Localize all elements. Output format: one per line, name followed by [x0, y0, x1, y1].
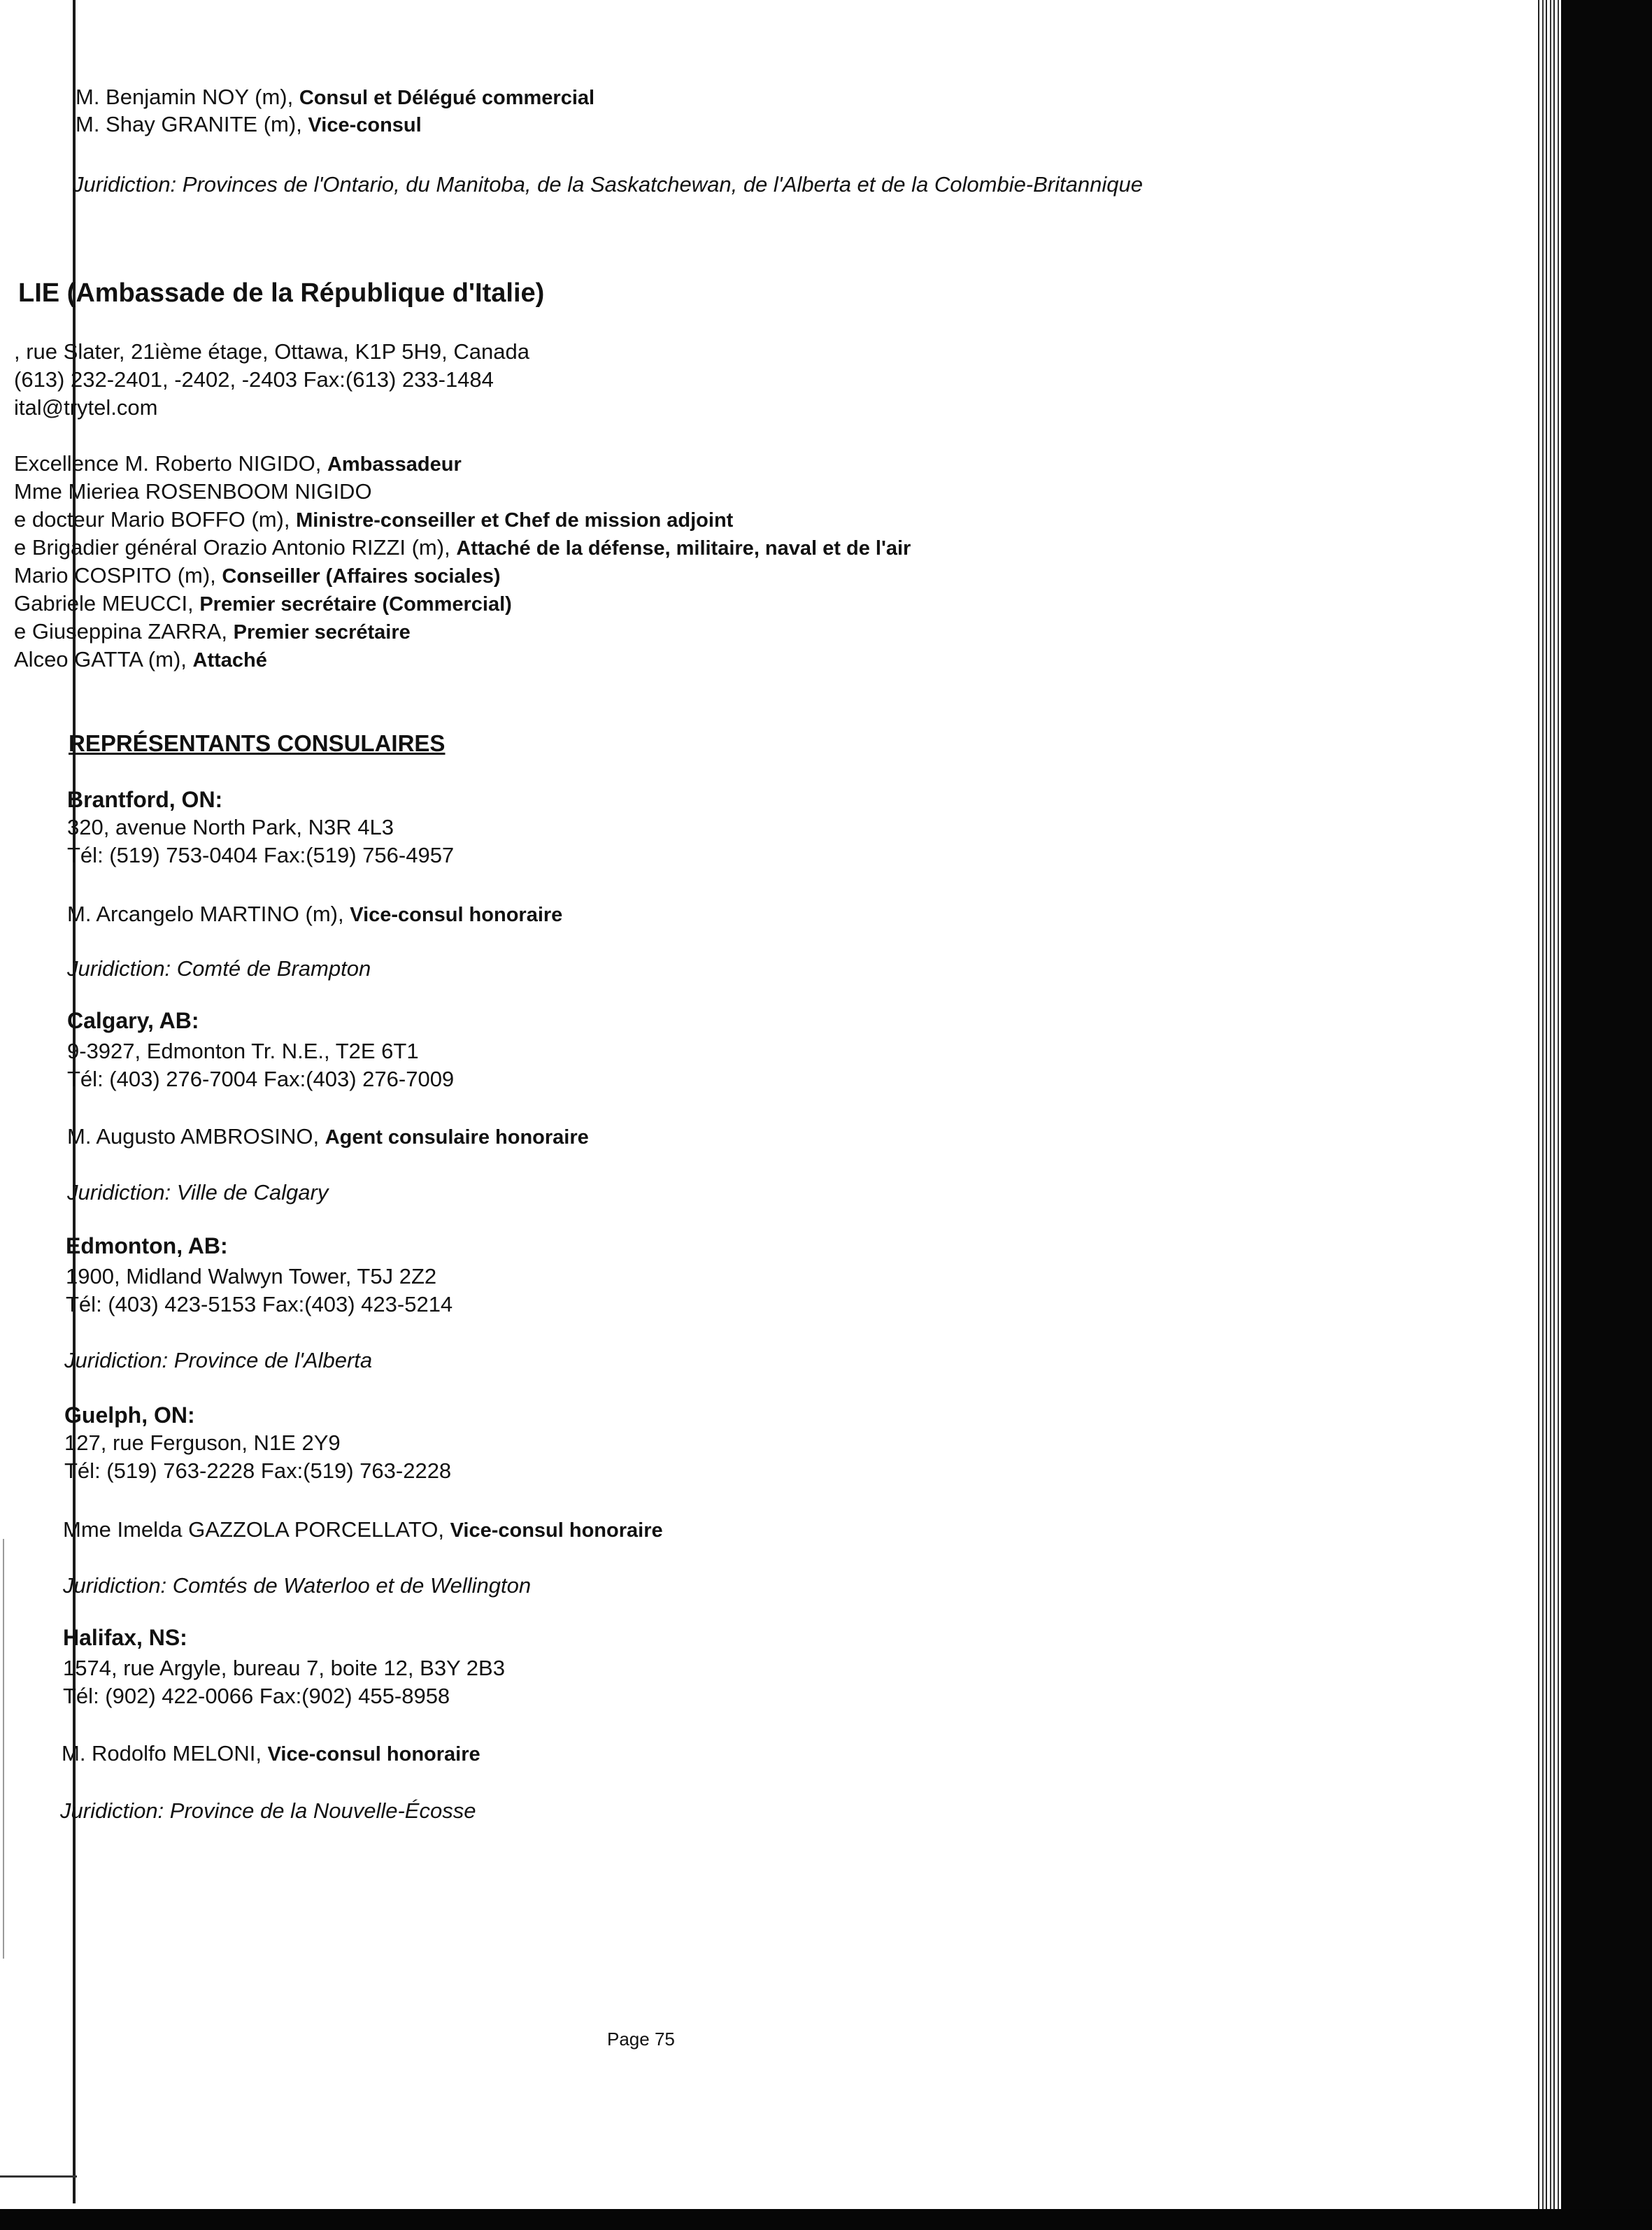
staff-name: Excellence M. Roberto NIGIDO,	[14, 451, 322, 476]
staff-name: Alceo GATTA (m),	[14, 647, 187, 672]
office-jurisdiction: Juridiction: Comtés de Waterloo et de Wellington	[63, 1573, 532, 1598]
office-jurisdiction: Juridiction: Comté de Brampton	[67, 956, 371, 981]
staff-line	[14, 590, 512, 618]
staff-line	[14, 478, 372, 505]
staff-title: Ministre-conseiller et Chef de mission adjoint	[296, 509, 734, 532]
staff-title: Attaché	[192, 649, 267, 672]
staff-title: Vice-consul	[308, 114, 422, 136]
contact-name: M. Augusto AMBROSINO,	[67, 1124, 320, 1149]
office-jurisdiction: Juridiction: Province de la Nouvelle-Écosse	[60, 1798, 476, 1823]
staff-title: Consul et Délégué commercial	[299, 87, 595, 109]
staff-name: Mme Mieriea ROSENBOOM NIGIDO	[14, 479, 372, 504]
staff-line	[14, 562, 501, 590]
staff-name: e Giuseppina ZARRA,	[14, 619, 227, 644]
office-contact	[62, 1740, 480, 1768]
staff-title: Ambassadeur	[327, 453, 462, 476]
staff-name: M. Shay GRANITE (m),	[76, 112, 302, 136]
office-city: Calgary, AB:	[67, 1008, 199, 1033]
office-address: 9-3927, Edmonton Tr. N.E., T2E 6T1	[67, 1039, 419, 1063]
office-city: Halifax, NS:	[63, 1625, 187, 1650]
staff-title: Premier secrétaire	[233, 621, 411, 644]
scan-page-edge	[1536, 0, 1561, 2230]
office-phone: Tél: (519) 753-0404 Fax:(519) 756-4957	[67, 843, 455, 867]
office-address: 127, rue Ferguson, N1E 2Y9	[64, 1430, 341, 1455]
embassy-address: , rue Slater, 21ième étage, Ottawa, K1P 5H9, Canada	[14, 339, 529, 364]
page-number: Page 75	[607, 2029, 675, 2050]
staff-title: Conseiller (Affaires sociales)	[222, 565, 501, 588]
jurisdiction-text: Juridiction: Provinces de l'Ontario, du Manitoba, de la Saskatchewan, de l'Alberta et de la Colombie-Britannique	[73, 172, 1143, 197]
office-contact	[67, 901, 562, 928]
staff-name: e Brigadier général Orazio Antonio RIZZI (m),	[14, 535, 450, 560]
office-contact	[63, 1517, 663, 1544]
staff-line	[14, 618, 411, 646]
embassy-email: ital@trytel.com	[14, 395, 158, 420]
office-address: 320, avenue North Park, N3R 4L3	[67, 815, 394, 839]
binding-shadow-line-faint	[3, 1539, 4, 1959]
staff-line	[14, 506, 733, 534]
embassy-heading: LIE (Ambassade de la République d'Italie)	[18, 278, 545, 308]
office-city: Edmonton, AB:	[66, 1233, 228, 1258]
office-phone: Tél: (403) 423-5153 Fax:(403) 423-5214	[66, 1292, 453, 1316]
office-city: Guelph, ON:	[64, 1402, 195, 1428]
office-city: Brantford, ON:	[67, 787, 223, 812]
contact-title: Agent consulaire honoraire	[325, 1126, 589, 1149]
staff-name: Mario COSPITO (m),	[14, 563, 216, 588]
office-phone: Tél: (902) 422-0066 Fax:(902) 455-8958	[63, 1684, 450, 1708]
staff-line	[76, 84, 594, 111]
embassy-phone: (613) 232-2401, -2402, -2403 Fax:(613) 233-1484	[14, 367, 494, 392]
contact-title: Vice-consul honoraire	[350, 904, 563, 926]
binding-shadow-corner	[0, 2175, 77, 2178]
office-contact	[67, 1123, 589, 1151]
office-address: 1900, Midland Walwyn Tower, T5J 2Z2	[66, 1264, 437, 1288]
contact-name: Mme Imelda GAZZOLA PORCELLATO,	[63, 1517, 444, 1542]
staff-line	[14, 646, 267, 674]
scan-dark-border-bottom	[0, 2209, 1652, 2230]
contact-name: M. Arcangelo MARTINO (m),	[67, 902, 344, 926]
staff-title: Premier secrétaire (Commercial)	[199, 593, 512, 616]
staff-line	[14, 534, 911, 562]
staff-name: Gabriele MEUCCI,	[14, 591, 194, 616]
scan-dark-border-right	[1561, 0, 1652, 2230]
staff-name: e docteur Mario BOFFO (m),	[14, 507, 290, 532]
office-phone: Tél: (519) 763-2228 Fax:(519) 763-2228	[64, 1458, 452, 1483]
consular-heading: REPRÉSENTANTS CONSULAIRES	[69, 730, 446, 756]
staff-line	[76, 111, 422, 139]
office-phone: Tél: (403) 276-7004 Fax:(403) 276-7009	[67, 1067, 455, 1091]
office-address: 1574, rue Argyle, bureau 7, boite 12, B3Y 2B3	[63, 1656, 505, 1680]
office-jurisdiction: Juridiction: Ville de Calgary	[67, 1180, 329, 1205]
staff-name: M. Benjamin NOY (m),	[76, 85, 294, 109]
contact-title: Vice-consul honoraire	[450, 1519, 663, 1542]
staff-title: Attaché de la défense, militaire, naval et de l'air	[456, 537, 911, 560]
contact-name: M. Rodolfo MELONI,	[62, 1741, 262, 1766]
staff-line	[14, 450, 462, 478]
binding-shadow-line	[73, 0, 76, 2203]
office-jurisdiction: Juridiction: Province de l'Alberta	[64, 1348, 373, 1372]
contact-title: Vice-consul honoraire	[267, 1743, 480, 1766]
